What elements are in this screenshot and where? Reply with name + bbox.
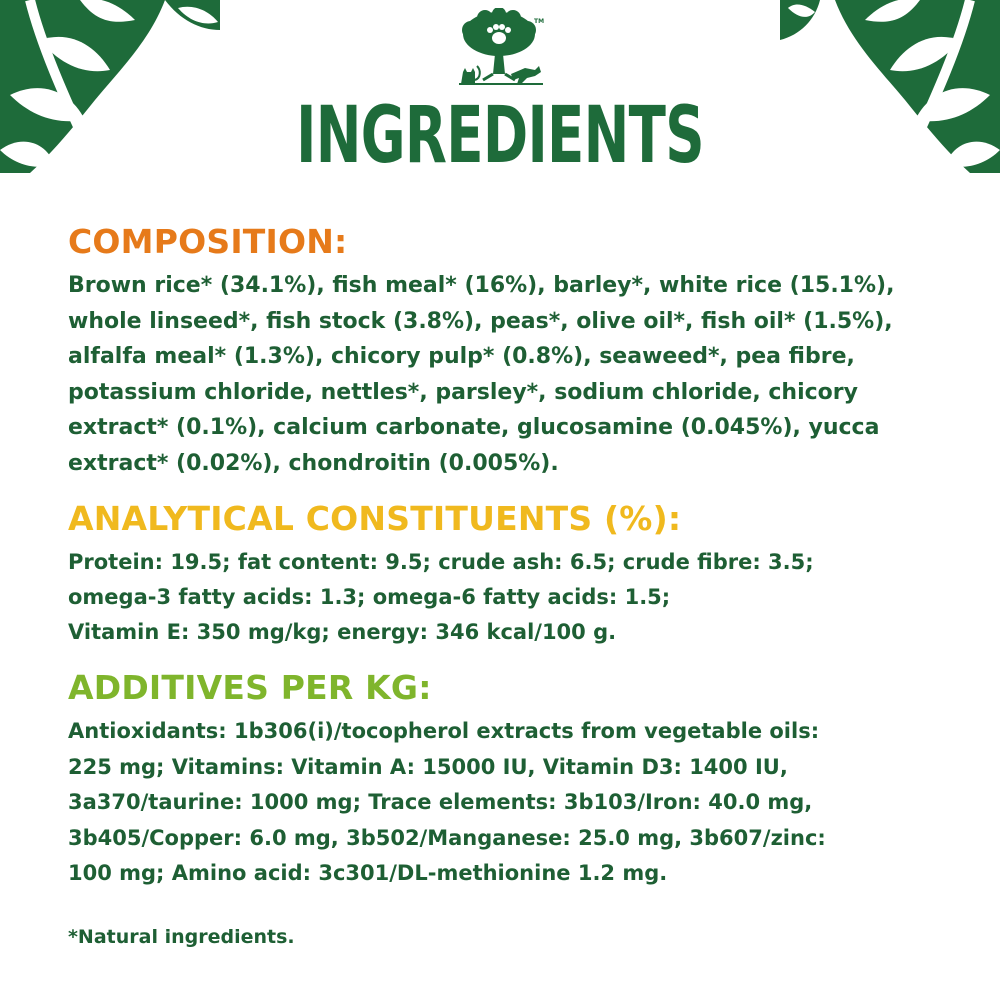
additives-line: 225 mg; Vitamins: Vitamin A: 15000 IU, Vitamin D3: 1400 IU,: [68, 754, 788, 779]
additives-line: 3b405/Copper: 6.0 mg, 3b502/Manganese: 25.0 mg, 3b607/zinc:: [68, 825, 826, 850]
additives-text: [68, 714, 948, 892]
additives-line: Antioxidants: 1b306(i)/tocopherol extracts from vegetable oils:: [68, 719, 820, 743]
composition-heading: COMPOSITION:: [68, 222, 348, 261]
analytical-line: omega-3 fatty acids: 1.3; omega-6 fatty acids: 1.5;: [68, 585, 671, 609]
tree-with-cat-and-dog-logo-icon: [455, 8, 547, 92]
analytical-constituents-text: [68, 545, 948, 650]
page-title: INGREDIENTS: [296, 91, 704, 181]
analytical-line: Vitamin E: 350 mg/kg; energy: 346 kcal/100 g.: [68, 620, 617, 644]
header: [0, 0, 1000, 181]
composition-text: Brown rice* (34.1%), fish meal* (16%), barley*, white rice (15.1%), whole linseed*, fish stock (3.8%), peas*, olive oil*, fish oil* (1.5%), alfalfa meal* (1.3%), chicory pulp* (0.8%), seaweed*, pea fibre, potassium chloride, nettles*, parsley*, sodium chloride, chicory extract* (0.1%), calcium carbonate, glucosamine (0.045%), yucca extract* (0.02%), chondroitin (0.005%).: [68, 273, 895, 476]
analytical-line: Protein: 19.5; fat content: 9.5; crude ash: 6.5; crude fibre: 3.5;: [68, 550, 814, 574]
additives-section: [68, 668, 948, 892]
natural-ingredients-footnote: *Natural ingredients.: [68, 925, 295, 948]
additives-heading: ADDITIVES PER KG:: [68, 668, 432, 707]
analytical-constituents-section: [68, 499, 948, 650]
additives-line: 100 mg; Amino acid: 3c301/DL-methionine 1.2 mg.: [68, 861, 668, 885]
ingredients-content: [68, 222, 948, 952]
trademark-mark: TM: [534, 18, 545, 25]
additives-line: 3a370/taurine: 1000 mg; Trace elements: 3b103/Iron: 40.0 mg,: [68, 790, 813, 814]
analytical-constituents-heading: ANALYTICAL CONSTITUENTS (%):: [68, 499, 682, 538]
composition-section: [68, 222, 948, 481]
